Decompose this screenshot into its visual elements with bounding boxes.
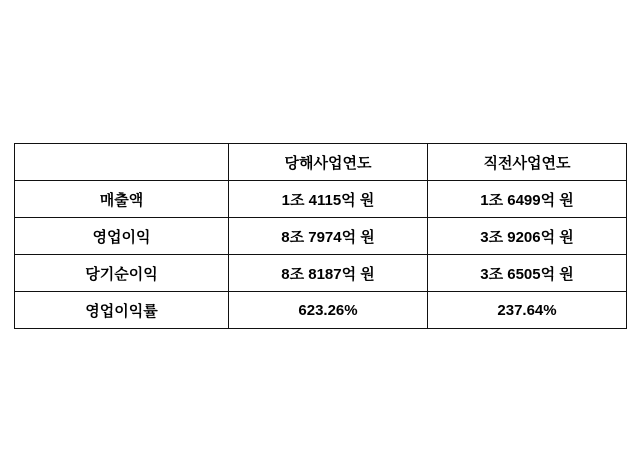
table-corner-cell <box>15 144 229 181</box>
table-row <box>15 181 627 218</box>
financial-summary-table <box>14 143 627 329</box>
row-label-net-income: 당기순이익 <box>15 255 229 292</box>
column-header-previous-year: 직전사업연도 <box>428 144 627 181</box>
cell-revenue-previous: 1조 6499억 원 <box>428 181 627 218</box>
cell-revenue-current: 1조 4115억 원 <box>229 181 428 218</box>
cell-operating-margin-previous: 237.64% <box>428 292 627 329</box>
cell-operating-profit-current: 8조 7974억 원 <box>229 218 428 255</box>
cell-net-income-previous: 3조 6505억 원 <box>428 255 627 292</box>
cell-operating-margin-current: 623.26% <box>229 292 428 329</box>
financial-table-container <box>14 143 626 329</box>
cell-net-income-current: 8조 8187억 원 <box>229 255 428 292</box>
table-row <box>15 255 627 292</box>
table-row <box>15 218 627 255</box>
table-header-row <box>15 144 627 181</box>
table-row <box>15 292 627 329</box>
row-label-revenue: 매출액 <box>15 181 229 218</box>
row-label-operating-profit: 영업이익 <box>15 218 229 255</box>
row-label-operating-margin: 영업이익률 <box>15 292 229 329</box>
cell-operating-profit-previous: 3조 9206억 원 <box>428 218 627 255</box>
column-header-current-year: 당해사업연도 <box>229 144 428 181</box>
